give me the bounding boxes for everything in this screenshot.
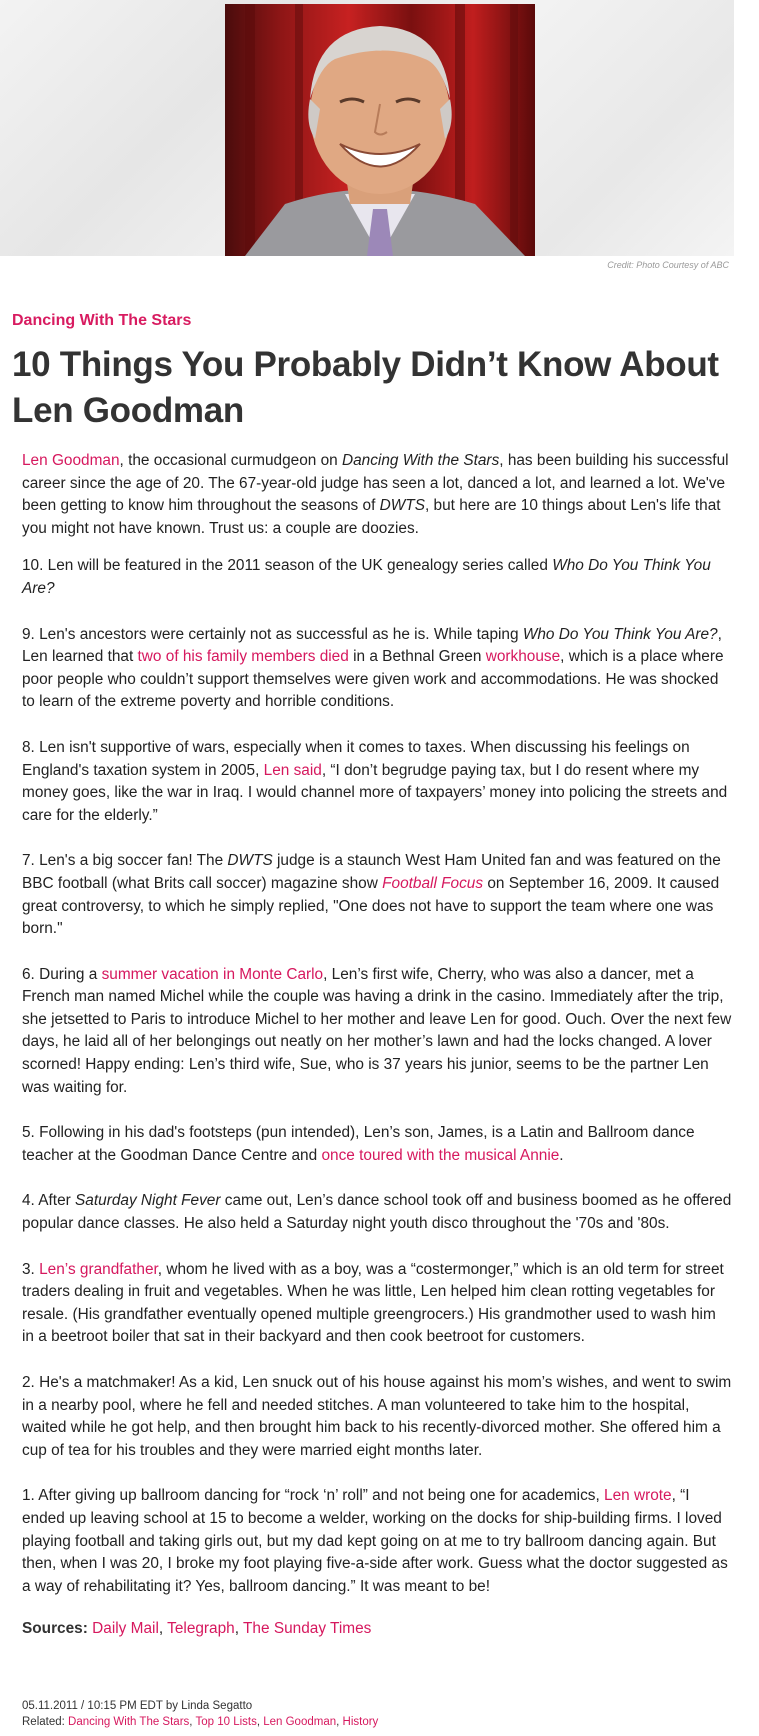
- item-10: 10. Len will be featured in the 2011 season of the UK genealogy series called Who Do You Think You Are?: [22, 557, 711, 597]
- related-tags: Related: Dancing With The Stars, Top 10 Lists, Len Goodman, History: [22, 1716, 379, 1728]
- grandfather-link[interactable]: Len’s grandfather: [39, 1260, 158, 1278]
- item-4: 4. After Saturday Night Fever came out, Len’s dance school took off and business boomed as he offered popular dance classes. He also held a Saturday night youth disco throughout the '70s and '80s.: [22, 1192, 732, 1233]
- source-daily-mail-link[interactable]: Daily Mail: [92, 1620, 159, 1638]
- family-members-link[interactable]: two of his family members died: [137, 648, 349, 666]
- len-goodman-link[interactable]: Len Goodman: [22, 452, 120, 469]
- sources-label: Sources:: [22, 1620, 88, 1638]
- monte-carlo-link[interactable]: summer vacation in Monte Carlo: [101, 965, 324, 983]
- item-2: 2. He's a matchmaker! As a kid, Len snuck out of his house against his mom’s wishes, and went to swim in a nearby pool, where he fell and needed stitches. A man volunteered to take him to the hospital, waited while he got help, and then brought him back to his recently-divorced mother. She offered him a cup of tea for his troubles and they were married eight months later.: [22, 1374, 732, 1459]
- football-focus-link[interactable]: Football Focus: [382, 874, 484, 892]
- article-meta: [22, 1698, 378, 1730]
- len-wrote-link[interactable]: Len wrote: [604, 1487, 672, 1505]
- sources: Sources: Daily Mail, Telegraph, The Sunday Times: [22, 1620, 372, 1638]
- related-label: Related:: [22, 1716, 65, 1728]
- category-link[interactable]: Dancing With The Stars: [12, 312, 192, 329]
- len-goodman-photo: [225, 4, 535, 256]
- item-8: 8. Len isn't supportive of wars, especially when it comes to taxes. When discussing his feelings on England's taxation system in 2005, Len said, “I don’t begrudge paying tax, but I do resent where my money goes, like the war in Iraq. I would channel more of taxpayers’ money into policing the streets and care for the elderly.”: [22, 738, 728, 824]
- hero-banner: [0, 0, 734, 256]
- byline: 05.11.2011 / 10:15 PM EDT by Linda Segatto: [22, 1700, 253, 1712]
- item-1: 1. After giving up ballroom dancing for “rock ‘n’ roll” and not being one for academics, Len wrote, “I ended up leaving school at 15 to become a welder, working on the docks for ship-building firms. I loved playing football and taking girls out, but my dad kept going on at me to try ballroom dancing again. But then, when I was 20, I broke my foot playing five-a-side after work. Guess what the doctor suggested as a way of rehabilitating it? Yes, ballroom dancing.” It was meant to be!: [22, 1487, 728, 1595]
- workhouse-link[interactable]: workhouse: [485, 648, 561, 666]
- source-sunday-times-link[interactable]: The Sunday Times: [243, 1620, 372, 1638]
- len-said-link[interactable]: Len said: [263, 761, 322, 779]
- item-9: 9. Len's ancestors were certainly not as successful as he is. While taping Who Do You Think You Are?, Len learned that two of his family members died in a Bethnal Green workhouse, which is a place where poor people who couldn’t support themselves were given work and accommodations. He was shocked to learn of the extreme poverty and horrible conditions.: [22, 625, 724, 711]
- article-body: [22, 450, 732, 1641]
- intro-paragraph: Len Goodman, the occasional curmudgeon on Dancing With the Stars, has been building his successful career since the age of 20. The 67-year-old judge has seen a lot, danced a lot, and learned a lot. We've been getting to know him throughout the seasons of DWTS, but here are 10 things about Len's life that you might not have known. Trust us: a couple are doozies.: [22, 452, 729, 537]
- related-tag-dwts[interactable]: Dancing With The Stars: [68, 1716, 190, 1728]
- article-title: 10 Things You Probably Didn’t Know About Len Goodman: [12, 345, 719, 430]
- related-tag-top10[interactable]: Top 10 Lists: [195, 1716, 257, 1728]
- photo-credit: Credit: Photo Courtesy of ABC: [607, 260, 729, 270]
- source-telegraph-link[interactable]: Telegraph: [167, 1620, 235, 1638]
- related-tag-history[interactable]: History: [342, 1716, 379, 1728]
- item-7: 7. Len's a big soccer fan! The DWTS judge is a staunch West Ham United fan and was featured on the BBC football (what Brits call soccer) magazine show Football Focus on September 16, 2009. It caused great controversy, to which he simply replied, "One does not have to support the team where one was born.": [22, 852, 721, 938]
- item-3: 3. Len’s grandfather, whom he lived with as a boy, was a “costermonger,” which is an old term for street traders dealing in fruit and vegetables. When he was little, Len helped him clean rotting vegetables for resale. (His grandfather eventually opened multiple greengrocers.) His grandmother used to wash him in a beetroot boiler that sat in their backyard and then cook beetroot for customers.: [22, 1260, 724, 1346]
- annie-tour-link[interactable]: once toured with the musical Annie: [321, 1146, 560, 1164]
- item-5: 5. Following in his dad's footsteps (pun intended), Len’s son, James, is a Latin and Ballroom dance teacher at the Goodman Dance Centre and once toured with the musical Annie.: [22, 1124, 695, 1164]
- related-tag-len-goodman[interactable]: Len Goodman: [263, 1716, 337, 1728]
- item-6: 6. During a summer vacation in Monte Carlo, Len’s first wife, Cherry, who was also a dancer, met a French man named Michel while the couple was having a drink in the casino. Immediately after the trip, she jetsetted to Paris to introduce Michel to her mother and leave Len for good. Ouch. Over the next few days, he laid all of her belongings out neatly on her mother’s lawn and had the locks changed. A lover scorned! Happy ending: Len’s third wife, Sue, who is 37 years his junior, seems to be the partner Len was waiting for.: [22, 965, 732, 1096]
